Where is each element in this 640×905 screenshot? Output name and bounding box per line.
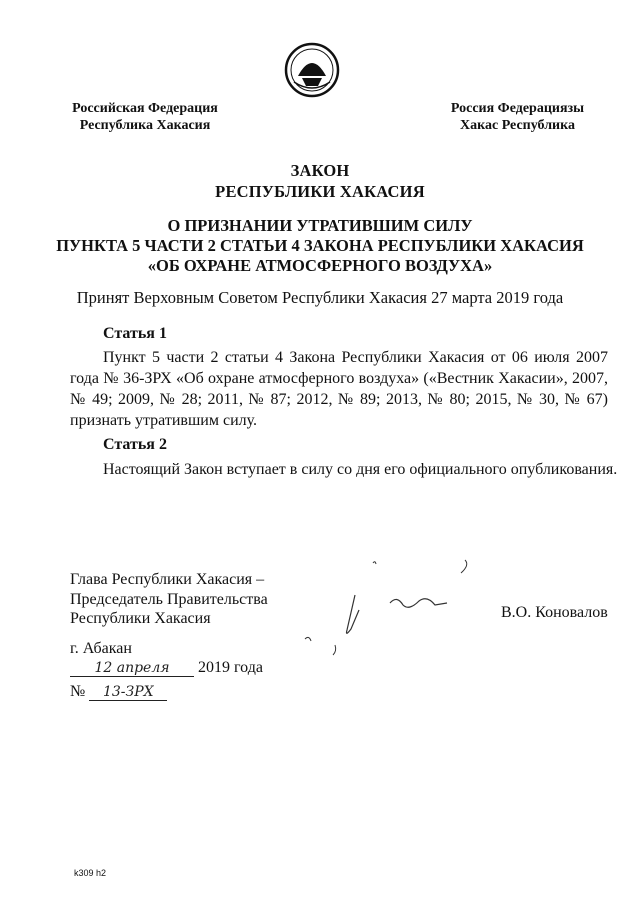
header-right-line1: Россия Федерациязы bbox=[450, 101, 585, 116]
header-left-line1: Российская Федерация bbox=[72, 101, 218, 116]
law-subject-line2: ПУНКТА 5 ЧАСТИ 2 СТАТЬИ 4 ЗАКОНА РЕСПУБЛИКИ ХАКАСИЯ bbox=[56, 236, 584, 255]
number-line bbox=[70, 683, 167, 701]
signatory-name: В.О. Коновалов bbox=[501, 604, 608, 621]
article-2-text: Настоящий Закон вступает в силу со дня его официального опубликования. bbox=[103, 461, 618, 478]
law-title bbox=[0, 160, 640, 202]
law-subject bbox=[40, 216, 600, 276]
header-right-line2: Хакас Республика bbox=[460, 118, 575, 133]
date-line bbox=[70, 659, 263, 677]
number-prefix: № bbox=[70, 683, 86, 700]
header-right bbox=[430, 100, 605, 134]
law-title-line1: ЗАКОН bbox=[290, 161, 350, 180]
coat-of-arms-emblem bbox=[284, 42, 340, 98]
law-subject-line1: О ПРИЗНАНИИ УТРАТИВШИМ СИЛУ bbox=[167, 216, 473, 235]
article-1-text: Пункт 5 части 2 статьи 4 Закона Республики Хакасия от 06 июля 2007 года № 36-ЗРХ «Об охране атмосферного воздуха» («Вестник Хакасии», 2007, № 49; 2009, № 28; 2011, № 87; 2012, № 89; 2013, № 80; 2015, № 30, № 67) признать утратившим силу. bbox=[70, 349, 608, 429]
article-2-heading: Статья 2 bbox=[103, 436, 167, 453]
date-handwritten: 12 апреля bbox=[70, 660, 194, 677]
city: г. Абакан bbox=[70, 640, 132, 657]
number-handwritten: 13-ЗРХ bbox=[89, 684, 167, 701]
signatory-title bbox=[70, 570, 268, 629]
law-title-line2: РЕСПУБЛИКИ ХАКАСИЯ bbox=[215, 182, 425, 201]
handwritten-signature bbox=[285, 555, 485, 660]
signatory-title-line2: Председатель Правительства bbox=[70, 590, 268, 608]
signatory-title-line1: Глава Республики Хакасия – bbox=[70, 571, 265, 588]
header-left bbox=[60, 100, 230, 134]
footer-code: k309 h2 bbox=[74, 868, 107, 878]
date-year: 2019 года bbox=[198, 659, 263, 676]
adoption-statement: Принят Верховным Советом Республики Хакасия 27 марта 2019 года bbox=[76, 288, 564, 307]
law-subject-line3: «ОБ ОХРАНЕ АТМОСФЕРНОГО ВОЗДУХА» bbox=[147, 256, 493, 275]
signatory-title-line3: Республики Хакасия bbox=[70, 610, 211, 627]
header-left-line2: Республика Хакасия bbox=[79, 118, 211, 133]
article-1-heading: Статья 1 bbox=[103, 325, 167, 342]
